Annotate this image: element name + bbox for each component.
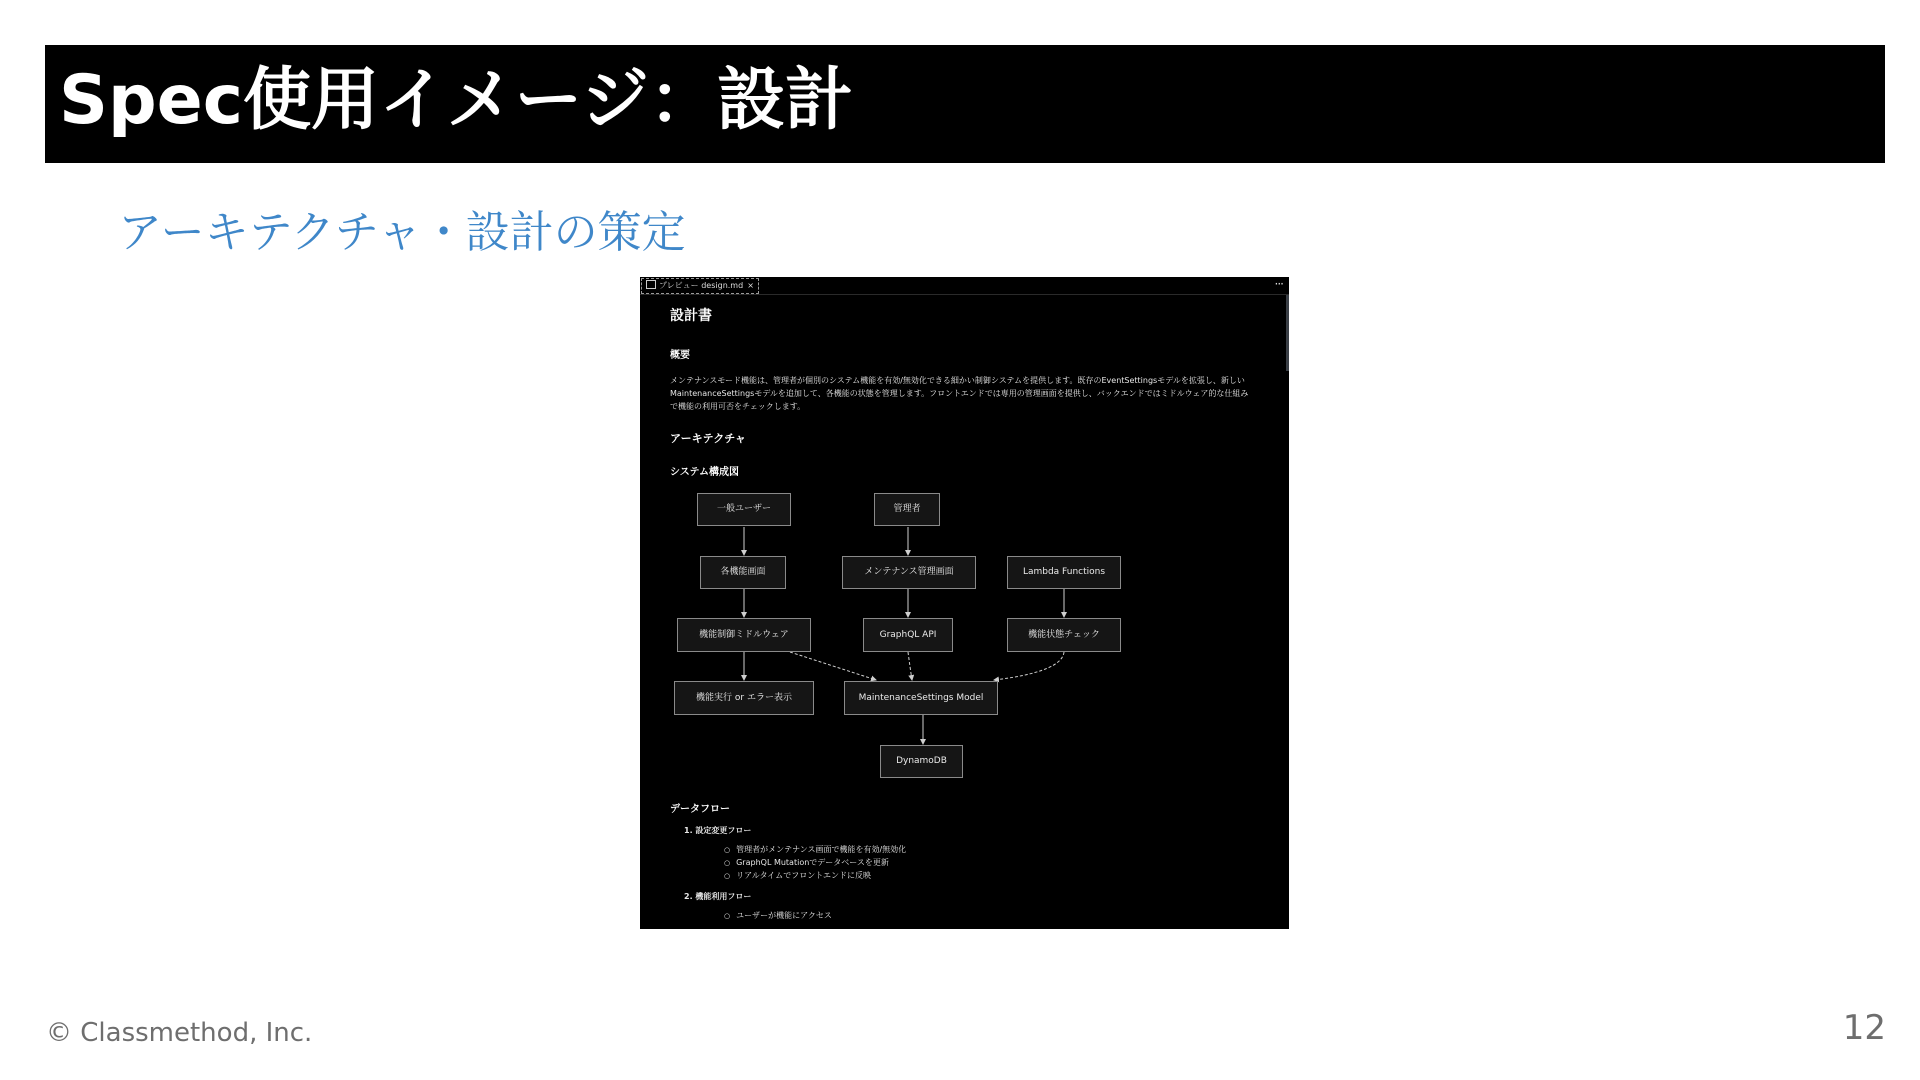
list-item: ○ GraphQL Mutationでデータベースを更新 [724,857,889,868]
node-maintenance-screen: メンテナンス管理画面 [842,556,976,589]
node-admin: 管理者 [874,493,940,526]
node-model: MaintenanceSettings Model [844,681,998,715]
node-dynamodb: DynamoDB [880,745,963,778]
slide-title-bar [45,45,1885,163]
node-feature-screens: 各機能画面 [700,556,786,589]
dataflow-list-1 [684,825,751,836]
close-icon[interactable]: × [747,281,754,290]
dataflow-heading: データフロー [670,804,730,815]
copyright-text: © Classmethod, Inc. [46,1018,313,1048]
edge-check-to-model [994,652,1064,680]
flow1-title: 1. 設定変更フロー [684,826,752,835]
dataflow-list-2 [684,891,751,902]
more-actions-icon[interactable]: ··· [1274,277,1283,291]
node-lambda: Lambda Functions [1007,556,1121,589]
node-middleware: 機能制御ミドルウェア [677,618,811,652]
slide-title: Spec使用イメージ：設計 [59,61,854,140]
flow2-title: 2. 機能利用フロー [684,892,752,901]
list-item: ○ ユーザーが機能にアクセス [724,910,832,921]
node-general-user: 一般ユーザー [697,493,791,526]
architecture-heading: アーキテクチャ [670,432,746,445]
edge-graphql-to-model [908,652,912,680]
tab-label: プレビュー design.md [659,281,744,290]
doc-title: 設計書 [670,308,712,324]
overview-heading: 概要 [670,350,690,361]
edge-middleware-to-model [790,652,876,680]
node-graphql: GraphQL API [863,618,953,652]
overview-paragraph: メンテナンスモード機能は、管理者が個別のシステム機能を有効/無効化できる細かい制御システムを提供します。既存のEventSettingsモデルを拡張し、新しいMaintenanceSettingsモデルを追加して、各機能の状態を管理します。フロントエンドでは専用の管理画面を提供し、バックエンドではミドルウェア的な仕組みで機能の利用可否をチェックします。 [670,376,1249,411]
system-diagram-heading: システム構成図 [670,467,739,478]
editor-preview-screenshot [640,277,1289,929]
list-item: ○ 管理者がメンテナンス画面で機能を有効/無効化 [724,844,906,855]
page-number: 12 [1842,1008,1886,1048]
node-exec-or-error: 機能実行 or エラー表示 [674,681,814,715]
list-item: ○ リアルタイムでフロントエンドに反映 [724,870,871,881]
slide-subtitle: アーキテクチャ・設計の策定 [118,207,686,258]
node-status-check: 機能状態チェック [1007,618,1121,652]
